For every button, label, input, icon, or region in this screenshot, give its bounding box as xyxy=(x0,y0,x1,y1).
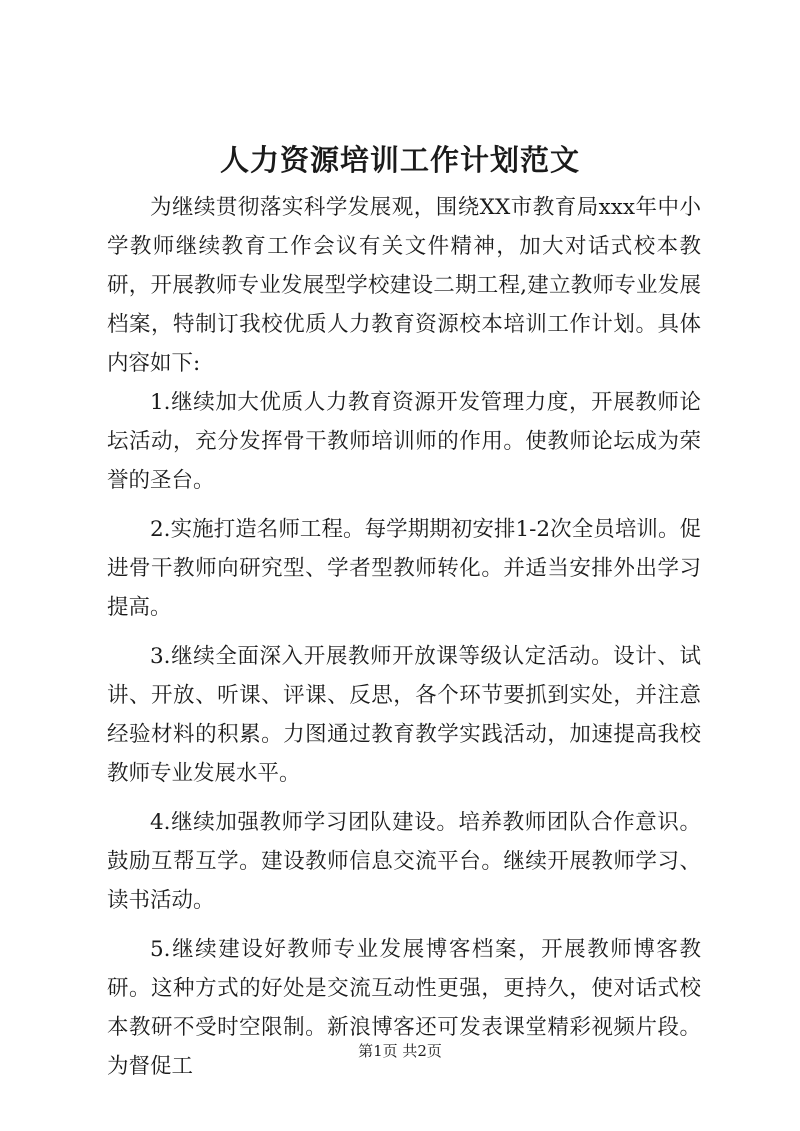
item-paragraph-3: 3.继续全面深入开展教师开放课等级认定活动。设计、试讲、开放、听课、评课、反思，各个环节要抓到实处，并注意经验材料的积累。力图通过教育教学实践活动，加速提高我校教师专业发展水平。 xyxy=(107,644,701,786)
item-paragraph-2: 2.实施打造名师工程。每学期期初安排1-2次全员培训。促进骨干教师向研究型、学者型教师转化。并适当安排外出学习提高。 xyxy=(107,517,701,620)
page-number-footer: 第1页 共2页 xyxy=(358,1042,442,1060)
item-paragraph-4: 4.继续加强教师学习团队建设。培养教师团队合作意识。鼓励互帮互学。建设教师信息交流平台。继续开展教师学习、读书活动。 xyxy=(107,810,701,913)
document-title: 人力资源培训工作计划范文 xyxy=(219,143,580,177)
document-body xyxy=(107,188,701,1096)
intro-paragraph: 为继续贯彻落实科学发展观，围绕XX市教育局xxx年中小学教师继续教育工作会议有关文件精神，加大对话式校本教研，开展教师专业发展型学校建设二期工程,建立教师专业发展档案，特制订我校优质人力教育资源校本培训工作计划。具体内容如下: xyxy=(107,195,701,376)
item-paragraph-5: 5.继续建设好教师专业发展博客档案，开展教师博客教研。这种方式的好处是交流互动性更强，更持久，使对话式校本教研不受时空限制。新浪博客还可发表课堂精彩视频片段。为督促工 xyxy=(107,937,701,1079)
item-paragraph-1: 1.继续加大优质人力教育资源开发管理力度，开展教师论坛活动，充分发挥骨干教师培训师的作用。使教师论坛成为荣誉的圣台。 xyxy=(107,390,701,493)
